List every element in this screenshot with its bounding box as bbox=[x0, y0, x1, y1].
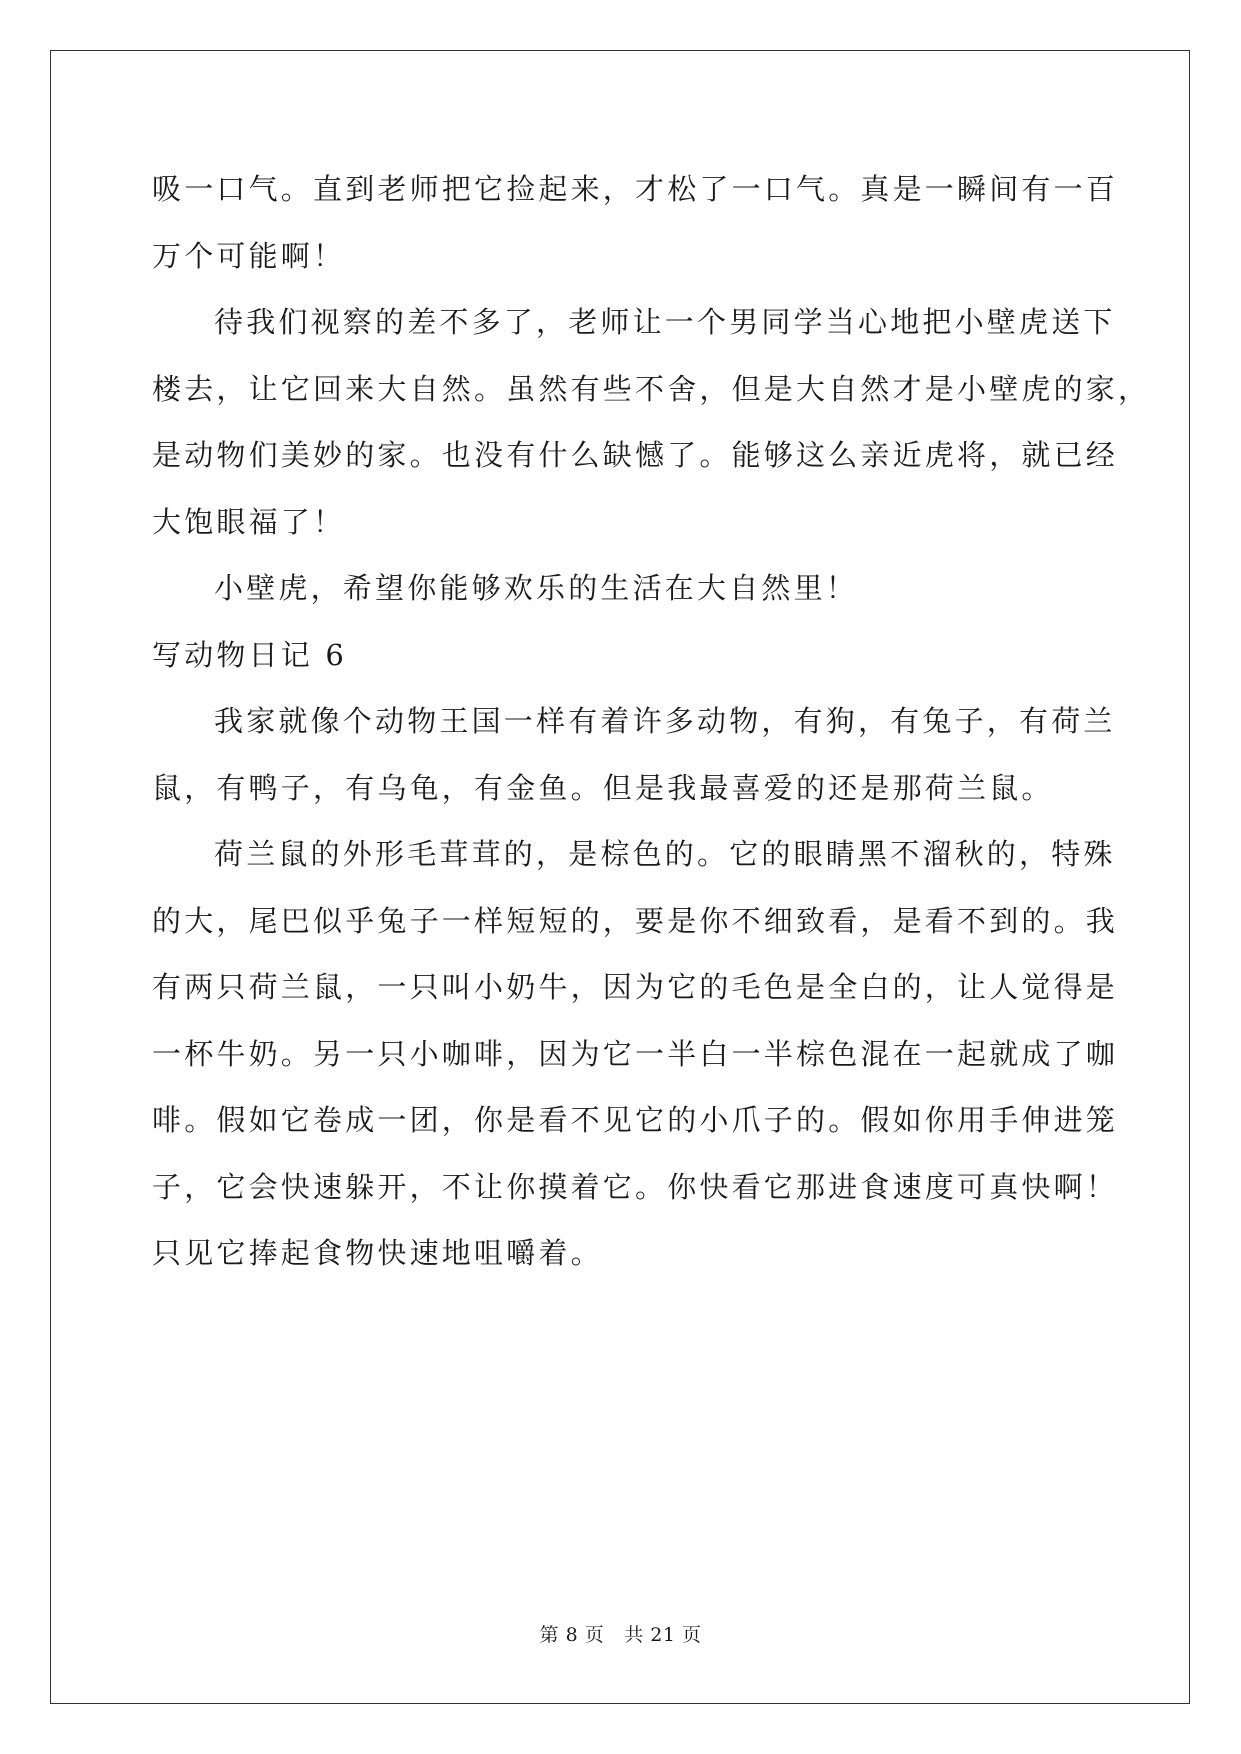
text-line: 小壁虎，希望你能够欢乐的生活在大自然里！ bbox=[214, 571, 859, 605]
text-line: 只见它捧起食物快速地咀嚼着。 bbox=[152, 1236, 603, 1270]
text-line: 我家就像个动物王国一样有着许多动物，有狗，有兔子，有荷兰 bbox=[214, 704, 1116, 738]
text-line: 子，它会快速躲开，不让你摸着它。你快看它那进食速度可真快啊！ bbox=[152, 1169, 1119, 1204]
text-line: 大饱眼福了！ bbox=[152, 504, 346, 539]
text-line: 啡。假如它卷成一团，你是看不见它的小爪子的。假如你用手伸进笼 bbox=[152, 1103, 1119, 1137]
text-line: 鼠，有鸭子，有乌龟，有金鱼。但是我最喜爱的还是那荷兰鼠。 bbox=[152, 770, 1054, 805]
text-line: 万个可能啊！ bbox=[152, 238, 346, 273]
text-line: 有两只荷兰鼠，一只叫小奶牛，因为它的毛色是全白的，让人觉得是 bbox=[152, 970, 1119, 1004]
text-line: 待我们视察的差不多了，老师让一个男同学当心地把小壁虎送下 bbox=[214, 305, 1116, 339]
current-page-label: 第 8 页 bbox=[539, 1624, 605, 1646]
text-line: 吸一口气。直到老师把它捡起来，才松了一口气。真是一瞬间有一百 bbox=[152, 172, 1119, 206]
page-footer bbox=[0, 1620, 1241, 1647]
text-line: 楼去，让它回来大自然。虽然有些不舍，但是大自然才是小壁虎的家， bbox=[152, 371, 1151, 406]
section-heading: 写动物日记 6 bbox=[152, 637, 348, 672]
text-line: 荷兰鼠的外形毛茸茸的，是棕色的。它的眼睛黑不溜秋的，特殊 bbox=[214, 837, 1116, 871]
text-line: 是动物们美妙的家。也没有什么缺憾了。能够这么亲近虎将，就已经 bbox=[152, 438, 1119, 472]
text-line: 的大，尾巴似乎兔子一样短短的，要是你不细致看，是看不到的。我 bbox=[152, 903, 1119, 938]
document-body bbox=[152, 156, 1151, 1287]
text-line: 一杯牛奶。另一只小咖啡，因为它一半白一半棕色混在一起就成了咖 bbox=[152, 1036, 1119, 1071]
total-pages-label: 共 21 页 bbox=[624, 1624, 702, 1646]
